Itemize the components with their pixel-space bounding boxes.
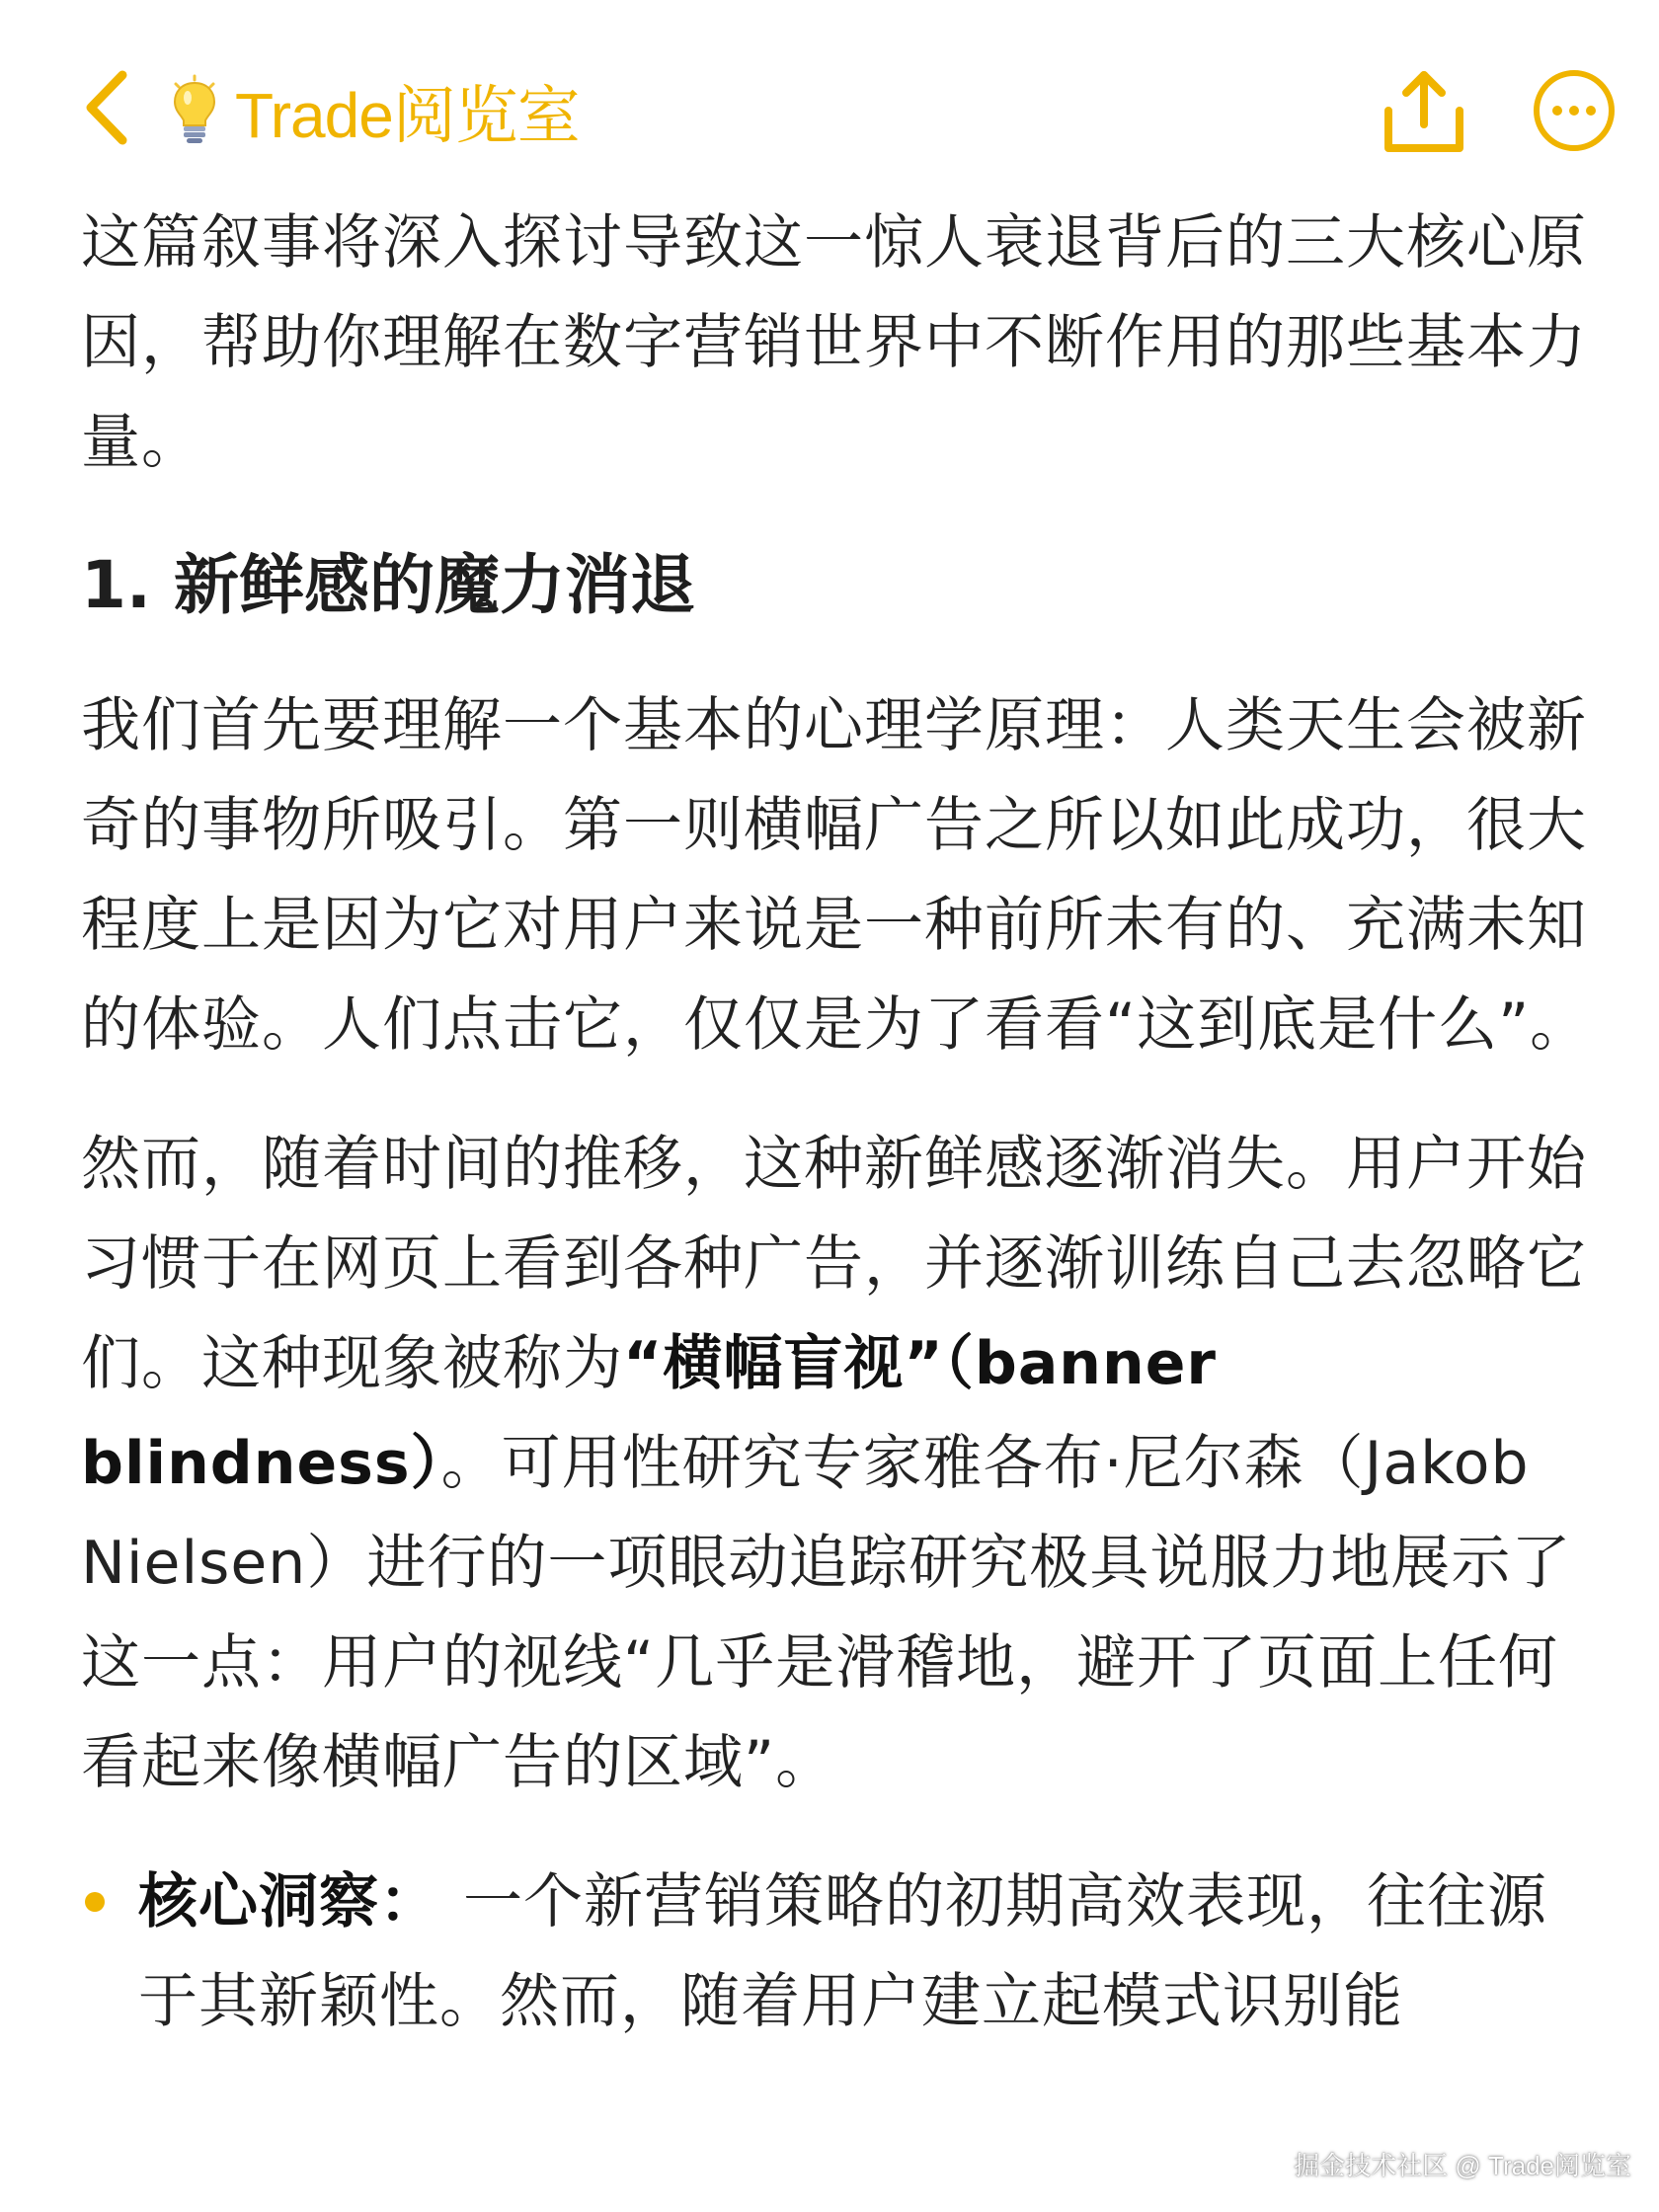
app-title-group <box>168 61 580 160</box>
banner-blindness-term: “横幅盲视”（banner blindness） <box>81 1329 1218 1498</box>
paragraph-text-start: 然而，随着时间的推移，这种新鲜感逐渐消失。用户开始习惯于在网页上看到各种广告，并逐渐训练自己去忽略它们。这种现象被称为 <box>81 1130 1587 1398</box>
banner-blindness-paragraph <box>81 1115 1598 1813</box>
paragraph-text-end: 。可用性研究专家雅各布·尼尔森（Jakob Nielsen）进行的一项眼动追踪研究极具说服力地展示了这一点：用户的视线“几乎是滑稽地，避开了页面上任何看起来像横幅广告的区域”。 <box>81 1429 1572 1797</box>
chevron-left-icon <box>77 63 146 152</box>
core-insight-bullet <box>81 1853 1598 2052</box>
share-button[interactable] <box>1375 65 1473 156</box>
article-body <box>81 194 1598 2052</box>
intro-paragraph: 这篇叙事将深入探讨导致这一惊人衰退背后的三大核心原因，帮助你理解在数字营销世界中不断作用的那些基本力量。 <box>81 208 1587 477</box>
more-options-button[interactable] <box>1531 67 1618 154</box>
app-title: Trade阅览室 <box>235 80 580 151</box>
share-upload-icon <box>1375 65 1473 156</box>
bullet-text: 一个新营销策略的初期高效表现，往往源于其新颖性。然而，随着用户建立起模式识别能 <box>138 1867 1547 2036</box>
section-heading: 1. 新鲜感的魔力消退 <box>81 547 695 623</box>
more-horizontal-icon <box>1531 67 1618 154</box>
novelty-paragraph: 我们首先要理解一个基本的心理学原理：人类天生会被新奇的事物所吸引。第一则横幅广告之所以如此成功，很大程度上是因为它对用户来说是一种前所未有的、充满未知的体验。人们点击它，仅仅是为了看看“这到底是什么”。 <box>81 691 1591 1060</box>
watermark: 掘金技术社区 @ Trade阅览室 <box>1294 2151 1631 2180</box>
bullet-label: 核心洞察： <box>138 1867 439 1936</box>
top-bar <box>0 0 1659 198</box>
back-button[interactable] <box>77 63 146 152</box>
bullet-dot-icon <box>85 1892 105 1912</box>
lightbulb-icon <box>168 74 221 147</box>
